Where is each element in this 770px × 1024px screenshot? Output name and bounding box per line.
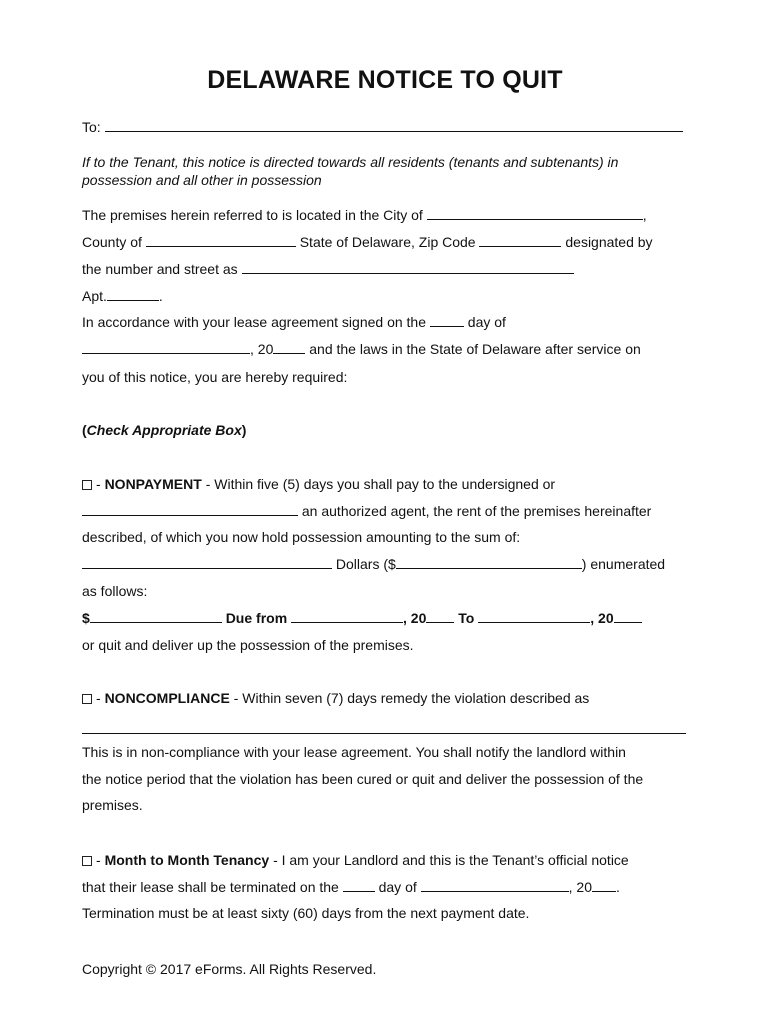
month-text-1: - I am your Landlord and this is the Tenant’s official notice xyxy=(273,852,629,868)
quit-line: or quit and deliver up the possession of the premises. xyxy=(82,637,414,653)
nonpayment-line-6 xyxy=(82,610,642,626)
nonpayment-checkbox[interactable] xyxy=(82,480,92,490)
lease-date-line xyxy=(82,341,641,357)
as-follows: as follows: xyxy=(82,583,148,599)
comma: , xyxy=(642,207,647,223)
lease-year-field[interactable] xyxy=(273,341,305,354)
month-line-3: Termination must be at least sixty (60) days from the next payment date. xyxy=(82,905,530,921)
lease-line xyxy=(82,314,506,330)
dollar-sign: $ xyxy=(82,610,90,626)
to-year-prefix: , 20 xyxy=(590,610,614,626)
county-line xyxy=(82,234,653,250)
zip-field[interactable] xyxy=(479,234,561,247)
apt-line xyxy=(82,288,163,304)
termination-day-field[interactable] xyxy=(343,879,375,892)
paren-close: ) xyxy=(241,422,247,438)
due-amount-field[interactable] xyxy=(90,610,222,623)
check-box-label: Check Appropriate Box xyxy=(86,422,242,438)
city-field[interactable] xyxy=(427,207,643,220)
state-zip-label: State of Delaware, Zip Code xyxy=(299,234,476,250)
due-to-field[interactable] xyxy=(478,610,590,623)
paren-open: ( xyxy=(82,422,87,438)
month-heading: Month to Month Tenancy xyxy=(104,852,270,868)
enumerated-text: ) enumerated xyxy=(581,556,666,572)
nonpayment-line-2 xyxy=(82,503,651,519)
to-year-field[interactable] xyxy=(614,610,642,623)
dollars-text: Dollars ($ xyxy=(335,556,396,572)
apt-period: . xyxy=(158,288,163,304)
noncompliance-line-2: This is in non-compliance with your lease agreement. You shall notify the landlord within xyxy=(82,744,626,760)
agent-text: an authorized agent, the rent of the premises hereinafter xyxy=(301,503,652,519)
dollars-amount-field[interactable] xyxy=(396,556,582,569)
lease-month-field[interactable] xyxy=(82,341,250,354)
noncompliance-checkbox[interactable] xyxy=(82,694,92,704)
month-line-2 xyxy=(82,879,620,895)
terminated-text: that their lease shall be terminated on the xyxy=(82,879,339,895)
to-field[interactable] xyxy=(105,119,683,132)
noncompliance-line-1 xyxy=(82,690,589,706)
premises-city-text: The premises herein referred to is located in the City of xyxy=(82,207,423,223)
month-period: . xyxy=(616,879,620,895)
noncompliance-dash: - xyxy=(96,690,101,706)
noncompliance-text-1: - Within seven (7) days remedy the violation described as xyxy=(233,690,590,706)
nonpayment-line-1 xyxy=(82,476,555,492)
lease-text: In accordance with your lease agreement signed on the xyxy=(82,314,426,330)
page-title: DELAWARE NOTICE TO QUIT xyxy=(207,66,563,94)
year-20-text: , 20 xyxy=(250,341,274,357)
day-of-text: day of xyxy=(467,314,506,330)
street-field[interactable] xyxy=(242,261,574,274)
month-day-of: day of xyxy=(378,879,417,895)
intro-line-1: If to the Tenant, this notice is directed towards all residents (tenants and subtenants) in xyxy=(82,154,619,170)
noncompliance-line-3: the notice period that the violation has been cured or quit and deliver the possession of the xyxy=(82,771,644,787)
month-dash: - xyxy=(96,852,101,868)
nonpayment-line-4 xyxy=(82,556,665,572)
month-year-prefix: , 20 xyxy=(568,879,592,895)
from-year-field[interactable] xyxy=(426,610,454,623)
copyright-footer: Copyright © 2017 eForms. All Rights Reserved. xyxy=(82,961,377,977)
agent-field[interactable] xyxy=(82,503,298,516)
apt-label: Apt. xyxy=(82,288,107,304)
termination-month-field[interactable] xyxy=(421,879,569,892)
nonpayment-heading: NONPAYMENT xyxy=(104,476,202,492)
check-box-heading xyxy=(82,422,246,438)
street-line xyxy=(82,261,574,277)
month-to-month-checkbox[interactable] xyxy=(82,856,92,866)
to-label: To: xyxy=(82,119,101,135)
dollars-words-field[interactable] xyxy=(82,556,332,569)
due-from-field[interactable] xyxy=(291,610,403,623)
lease-day-field[interactable] xyxy=(430,314,464,327)
designated-by-text: designated by xyxy=(565,234,653,250)
laws-text: and the laws in the State of Delaware after service on xyxy=(309,341,641,357)
to-text: To xyxy=(458,610,475,626)
from-year-prefix: , 20 xyxy=(403,610,427,626)
to-line xyxy=(82,119,683,135)
intro-line-2: possession and all other in possession xyxy=(82,172,322,188)
apt-field[interactable] xyxy=(107,288,159,301)
noncompliance-line-4: premises. xyxy=(82,797,143,813)
noncompliance-heading: NONCOMPLIANCE xyxy=(104,690,230,706)
county-label: County of xyxy=(82,234,142,250)
premises-city-line xyxy=(82,207,647,223)
street-label: the number and street as xyxy=(82,261,238,277)
termination-year-field[interactable] xyxy=(592,879,616,892)
nonpayment-dash: - xyxy=(96,476,101,492)
month-line-1 xyxy=(82,852,629,868)
violation-field[interactable] xyxy=(82,733,686,734)
required-line: you of this notice, you are hereby required: xyxy=(82,369,348,385)
county-field[interactable] xyxy=(146,234,296,247)
due-from-text: Due from xyxy=(225,610,288,626)
nonpayment-text-1: - Within five (5) days you shall pay to the undersigned or xyxy=(205,476,556,492)
nonpayment-line-3: described, of which you now hold possession amounting to the sum of: xyxy=(82,529,521,545)
